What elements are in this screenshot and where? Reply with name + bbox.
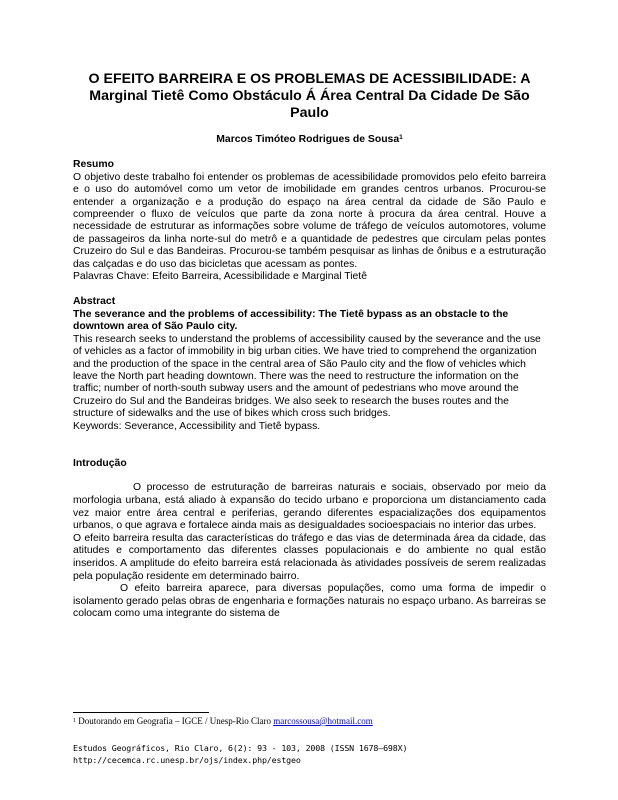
journal-citation: [73, 743, 407, 766]
introducao-heading: Introdução: [73, 457, 127, 469]
intro-paragraph: O efeito barreira resulta das características do tráfego e das vias de determinada área da cidade, das atitudes e comportamento das diferentes classes populacionais e do ambiente no qual estão inseridos. A amplitude do efeito barreira está relacionada às atividades possíveis de serem realizadas pela população residente em determinado bairro.: [73, 532, 546, 582]
footnote-text: Doutorando em Geografia – IGCE / Unesp-Rio Claro: [76, 716, 274, 726]
footnote-divider: [73, 712, 209, 713]
intro-paragraph: O processo de estruturação de barreiras naturais e sociais, observado por meio da morfologia urbana, está aliado à expansão do tecido urbano e proporciona um distanciamento cada vez maior entre área central e periferias, gerando diferentes espacializações dos equipamentos urbanos, o que agrava e fortalece ainda mais as desigualdades socioespaciais no interior das urbes.: [73, 482, 546, 532]
footnote: [73, 716, 373, 727]
author-email-link[interactable]: marcossousa@hotmail.com: [273, 716, 373, 726]
abstract-body: This research seeks to understand the problems of accessibility caused by the severance and the use of vehicles as a factor of immobility in big urban cities. We have tried to comprehend the organization and the production of the space in the central area of São Paulo city and the flow of vehicles which leave the North part heading downtown. There was the need to restructure the information on the traffic; number of north-south subway users and the amount of pedestrians who move around the Cruzeiro do Sul and the Bandeiras bridges. We also seek to research the buses routes and the structure of sidewalks and the use of bikes which cross such bridges.: [73, 333, 541, 420]
abstract-subtitle: The severance and the problems of accessibility: The Tietê bypass as an obstacle to the downtown area of São Paulo city.: [73, 308, 509, 333]
abstract-heading: Abstract: [73, 296, 116, 308]
introducao-body: [73, 482, 546, 621]
abstract-keywords: Keywords: Severance, Accessibility and Tietê bypass.: [73, 420, 321, 432]
author-footnote-mark: 1: [399, 134, 403, 141]
resumo-keywords: Palavras Chave: Efeito Barreira, Acessibilidade e Marginal Tietê: [73, 271, 367, 283]
journal-reference: Estudos Geográficos, Rio Claro, 6(2): 93 - 103, 2008 (ISSN 1678—698X): [73, 743, 408, 753]
intro-paragraph: O efeito barreira aparece, para diversas populações, como uma forma de impedir o isolamento gerado pelas obras de engenharia e formações naturais no espaço urbano. As barreiras se colocam como uma integrante do sistema de: [73, 583, 546, 620]
journal-url: http://cecemca.rc.unesp.br/ojs/index.php/estgeo: [73, 754, 301, 765]
article-content: [73, 71, 546, 621]
paper-title: O EFEITO BARREIRA E OS PROBLEMAS DE ACESSIBILIDADE: A Marginal Tietê Como Obstáculo Á Área Central Da Cidade De São Paulo: [88, 71, 531, 121]
footnote-mark: 1: [73, 718, 76, 724]
author-name: Marcos Timóteo Rodrigues de Sousa: [216, 134, 400, 145]
resumo-heading: Resumo: [73, 159, 114, 171]
resumo-body: O objetivo deste trabalho foi entender os problemas de acessibilidade promovidos pelo efeito barreira e o uso do automóvel como um vetor de imobilidade em grandes centros urbanos. Procurou-se entender a organização e a produção do espaço na área central da cidade de São Paulo e compreender o fluxo de veículos que parte da zona norte à procura da área central. Houve a necessidade de estruturar as informações sobre volume de tráfego de veículos automotores, volume de passageiros da linha norte-sul do metrô e a quantidade de pedestres que circulam pelas pontes Cruzeiro do Sul e das Bandeiras. Procurou-se também pesquisar as linhas de ônibus e a estruturação das calçadas e do uso das bicicletas que acessam as pontes.: [73, 171, 546, 270]
author-line: [73, 134, 546, 146]
